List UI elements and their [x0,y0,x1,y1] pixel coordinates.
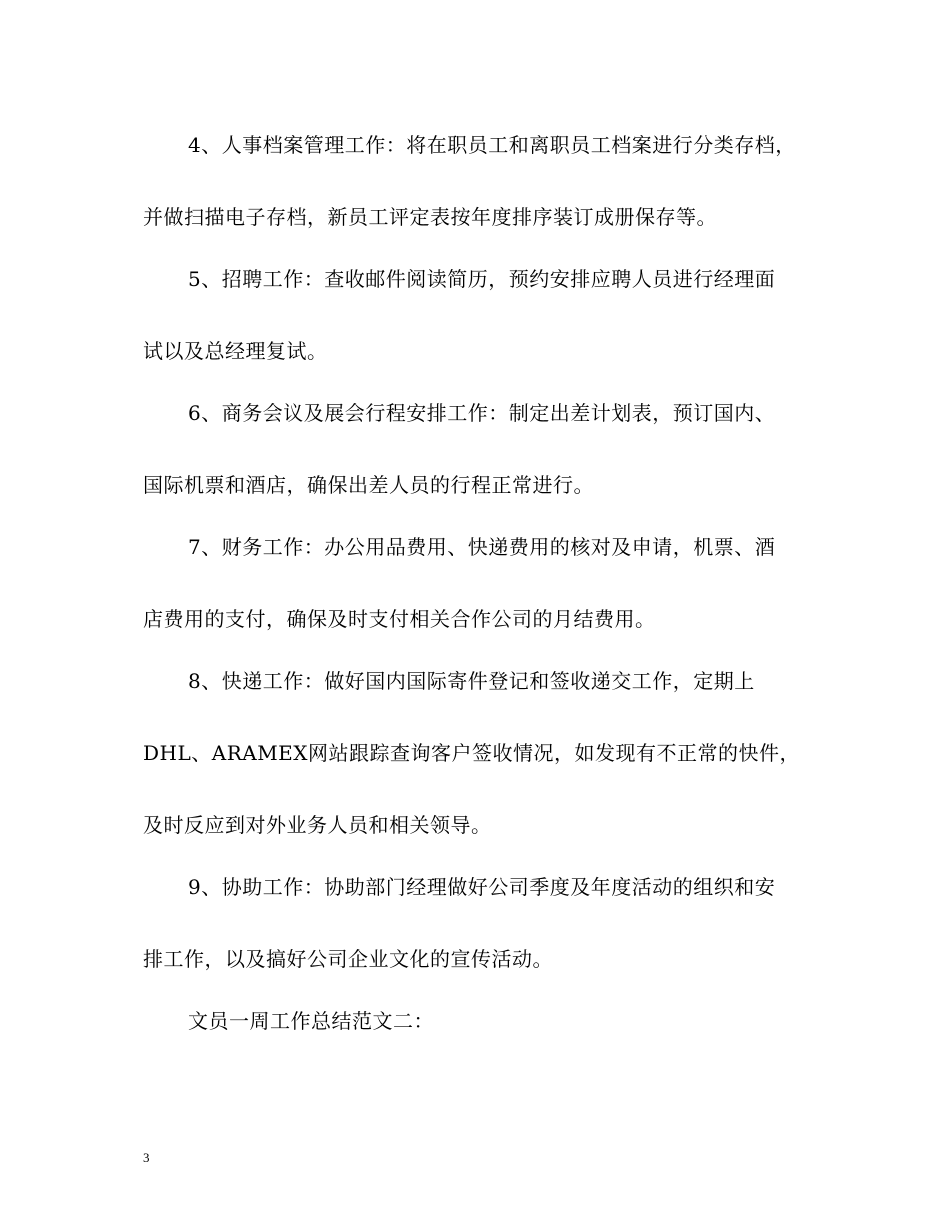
section-heading: 文员一周工作总结范文二： [188,1009,434,1033]
text-line-item5-start: 5、招聘工作：查收邮件阅读简历，预约安排应聘人员进行经理面 [188,267,776,291]
text-line-item5-cont: 试以及总经理复试。 [143,339,328,363]
text-line-item8-cont2: 及时反应到对外业务人员和相关领导。 [143,813,492,837]
text-line-item4-cont: 并做扫描电子存档，新员工评定表按年度排序装订成册保存等。 [143,205,717,229]
text-line-item8-start: 8、快递工作：做好国内国际寄件登记和签收递交工作，定期上 [188,669,755,693]
page-number: 3 [143,1150,150,1165]
text-line-item6-start: 6、商务会议及展会行程安排工作：制定出差计划表，预订国内、 [188,401,776,425]
text-line-item9-cont: 排工作，以及搞好公司企业文化的宣传活动。 [143,947,553,971]
text-line-item9-start: 9、协助工作：协助部门经理做好公司季度及年度活动的组织和安 [188,875,776,899]
text-line-item7-start: 7、财务工作：办公用品费用、快递费用的核对及申请，机票、酒 [188,535,776,559]
text-line-item8-cont1: DHL、ARAMEX网站跟踪查询客户签收情况，如发现有不正常的快件， [143,741,801,765]
text-line-item4-start: 4、人事档案管理工作：将在职员工和离职员工档案进行分类存档， [188,133,796,157]
text-line-item6-cont: 国际机票和酒店，确保出差人员的行程正常进行。 [143,473,594,497]
text-line-item7-cont: 店费用的支付，确保及时支付相关合作公司的月结费用。 [143,607,656,631]
